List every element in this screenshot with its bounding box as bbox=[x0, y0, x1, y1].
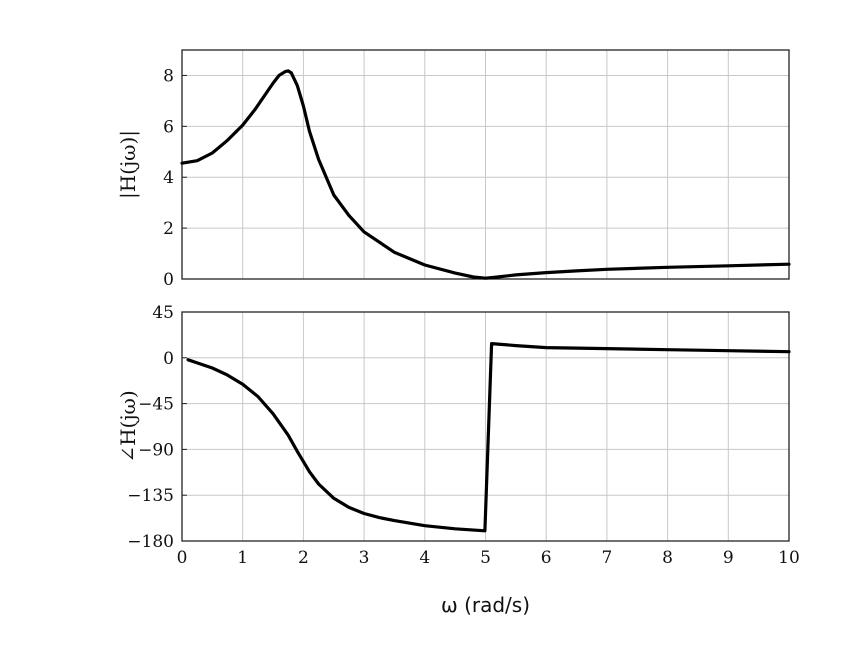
magnitude-y-tick-label: 2 bbox=[163, 219, 174, 240]
phase-panel bbox=[116, 303, 800, 617]
x-tick-label: 5 bbox=[480, 548, 491, 568]
magnitude-panel bbox=[116, 50, 789, 290]
x-axis-label: ω (rad/s) bbox=[440, 593, 531, 617]
x-tick-label: 8 bbox=[662, 548, 674, 568]
magnitude-y-tick-label: 8 bbox=[163, 66, 174, 87]
magnitude-y-tick-label: 4 bbox=[163, 168, 174, 189]
magnitude-y-tick-label: 0 bbox=[163, 270, 174, 290]
x-tick-label: 7 bbox=[601, 548, 613, 568]
x-tick-label: 1 bbox=[237, 548, 249, 568]
phase-y-tick-label: 0 bbox=[163, 348, 174, 369]
phase-y-tick-label: −90 bbox=[138, 440, 174, 461]
phase-y-tick-label: 45 bbox=[152, 303, 174, 323]
x-tick-label: 9 bbox=[722, 548, 734, 568]
magnitude-y-axis-label: |H(jω)| bbox=[116, 129, 140, 200]
phase-y-tick-label: −45 bbox=[138, 394, 174, 415]
magnitude-y-ticks bbox=[163, 66, 187, 290]
phase-series-line bbox=[188, 344, 789, 531]
x-tick-label: 2 bbox=[297, 548, 309, 568]
phase-x-ticks bbox=[177, 548, 800, 568]
x-tick-label: 10 bbox=[778, 548, 800, 568]
magnitude-y-tick-label: 6 bbox=[163, 117, 174, 138]
x-tick-label: 4 bbox=[419, 548, 431, 568]
phase-y-axis-label: ∠H(jω) bbox=[116, 390, 140, 463]
x-tick-label: 0 bbox=[176, 548, 188, 568]
x-tick-label: 6 bbox=[540, 548, 552, 568]
phase-y-tick-label: −180 bbox=[127, 532, 174, 552]
x-tick-label: 3 bbox=[358, 548, 370, 568]
phase-y-tick-label: −135 bbox=[127, 486, 174, 507]
